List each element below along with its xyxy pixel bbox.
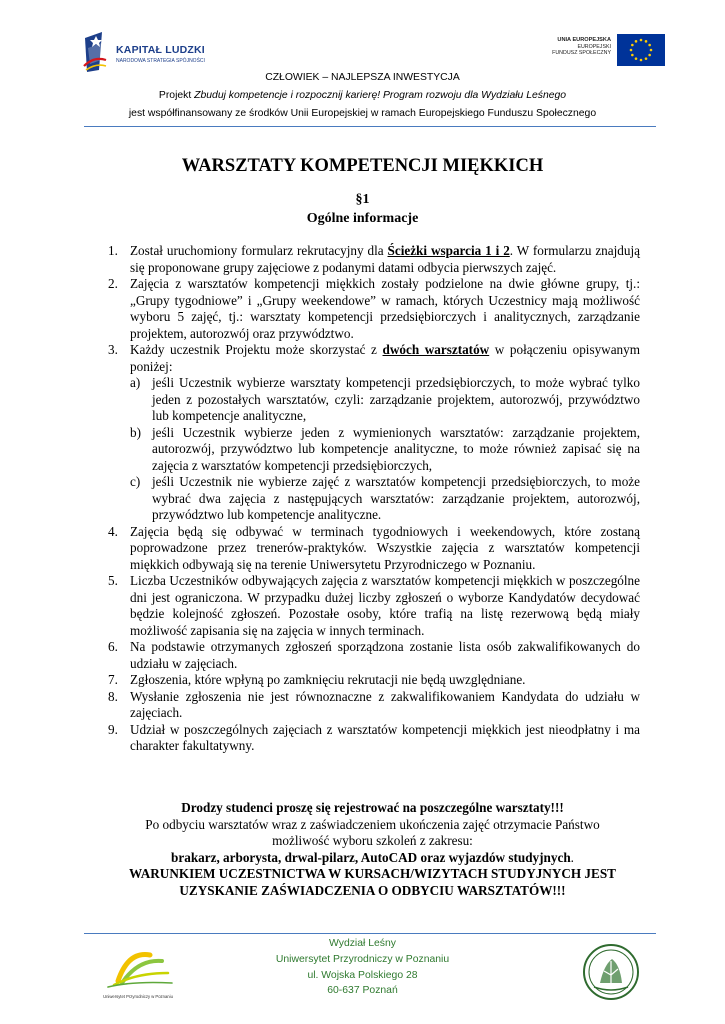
item-text: Wysłanie zgłoszenia nie jest równoznaczne z zakwalifikowaniem Kandydata do udziału w zajęciach. (130, 688, 640, 720)
sub-list (130, 375, 640, 524)
document-title: WARSZTATY KOMPETENCJI MIĘKKICH (181, 156, 544, 176)
footer-line2: Uniwersytet Przyrodniczy w Poznaniu (275, 953, 450, 965)
list-item (108, 243, 640, 276)
eu-star (640, 39, 643, 42)
item-number: 7. (108, 672, 118, 687)
sub-item-label: b) (130, 424, 141, 440)
list-item (108, 524, 640, 574)
list-item (108, 672, 640, 689)
item-text: Liczba Uczestników odbywających zajęcia z warsztatów kompetencji miękkich w poszczególne dni jest ograniczona. W przypadku dużej liczby zgłoszeń o wyborze Kandydatów decydować będzie kolejność zgłoszeń. Pozostałe osoby, które trafią na listę rezerwową będą miały możliwość zapisania się na zajęcia w innych terminach. (130, 573, 640, 638)
item-text: Udział w poszczególnych zajęciach z warsztatów kompetencji miękkich jest nieodpłatny i ma charakter fakultatywny. (130, 721, 640, 753)
kapital-ludzki-subtitle: NARODOWA STRATEGIA SPÓJNOŚCI (116, 58, 205, 64)
eu-star (640, 59, 643, 62)
item-number: 9. (108, 721, 118, 737)
eu-flag-icon (617, 34, 665, 66)
closing-trainings (100, 850, 645, 867)
list-item (108, 722, 640, 755)
footer-line1: Wydział Leśny (329, 938, 396, 949)
sub-list-item (130, 474, 640, 524)
closing-condition-line2: UZYSKANIE ZAŚWIADCZENIA O ODBYCIU WARSZTATÓW!!! (179, 882, 566, 898)
eu-star (635, 40, 638, 43)
eu-line1: UNIA EUROPEJSKA (557, 37, 611, 43)
university-logo-caption: Uniwersytet Przyrodniczy w Poznaniu (103, 994, 173, 999)
header-project (0, 90, 725, 101)
eu-star (650, 49, 653, 52)
eu-star (630, 49, 633, 52)
closing-block (100, 800, 645, 899)
eu-star (635, 57, 638, 60)
closing-call: Drodzy studenci proszę się rejestrować na poszczególne warsztaty!!! (181, 800, 564, 815)
eu-line2: EUROPEJSKI (577, 43, 611, 50)
eu-logo (540, 34, 665, 68)
item-text: Zajęcia z warsztatów kompetencji miękkich zostały podzielone na dwie główne grupy, tj.: „Grupy tygodniowe” i „Grupy weekendowe” w ramach, których Uczestnicy mają możliwość wyboru 5 zajęć, tj.: warsztaty kompetencji przedsiębiorczych i analitycznych, zarządzanie projektem, autorozwój oraz przywództwo. (130, 276, 640, 341)
list-item (108, 342, 640, 524)
footer-line4: 60-637 Poznań (327, 985, 398, 997)
header-project-prefix: Projekt (158, 90, 195, 101)
item-text: w połączeniu opisywanym poniżej: (130, 342, 641, 374)
header-motto: CZŁOWIEK – NAJLEPSZA INWESTYCJA (265, 72, 460, 83)
closing-info-line1: Po odbyciu warsztatów wraz z zaświadczeniem ukończenia zajęć otrzymacie Państwo (145, 816, 600, 832)
trainings-end: . (570, 849, 574, 865)
item-text: Został uruchomiony formularz rekrutacyjny dla (130, 243, 388, 258)
item-text: Na podstawie otrzymanych zgłoszeń sporządzona zostanie lista osób zakwalifikowanych do udziału w zajęciach. (130, 639, 640, 671)
list-item (108, 276, 640, 342)
eu-text (552, 37, 611, 57)
footer-divider (84, 933, 656, 934)
trainings-list: brakarz, arborysta, drwal-pilarz, AutoCAD oraz wyjazdów studyjnych (171, 849, 571, 865)
item-text: Zajęcia będą się odbywać w terminach tygodniowych i weekendowych, które zostaną poprowadzone przez trenerów-praktyków. Wszystkie zajęcia z warsztatów kompetencji miękkich odbywają się na terenie Uniwersytetu Przyrodniczego w Poznaniu. (130, 523, 640, 572)
item-text: Każdy uczestnik Projektu może skorzystać z (130, 342, 383, 357)
sub-list-item (130, 375, 640, 425)
header-funding: jest współfinansowany ze środków Unii Europejskiej w ramach Europejskiego Funduszu Społecznego (128, 108, 597, 119)
closing-info-line2: możliwość wyboru szkoleń z zakresu: (272, 833, 473, 848)
eu-line3: FUNDUSZ SPOŁECZNY (552, 50, 611, 57)
sub-item-text: jeśli Uczestnik wybierze jeden z wymienionych warsztatów: zarządzanie projektem, autorozwój, przywództwo lub kompetencje analityczne, to może również zapisać się na zajęcia z warsztatów kompetencji przedsiębiorczych, (152, 424, 640, 473)
paragraph-sign: §1 (355, 192, 370, 207)
eu-star (648, 44, 651, 47)
item-number: 5. (108, 573, 118, 588)
item-number: 1. (108, 243, 118, 258)
item-number: 4. (108, 523, 118, 539)
eu-star (631, 54, 634, 57)
footer-line3: ul. Wojska Polskiego 28 (307, 969, 418, 981)
sub-item-text: jeśli Uczestnik wybierze warsztaty kompetencji przedsiębiorczych, to może wybrać tylko jeden z pozostałych warsztatów, czyli: zarządzanie projektem, autorozwój, przywództwo lub kompetencje analityczne, (152, 375, 640, 423)
sub-item-label: a) (130, 375, 141, 390)
header-project-name: Zbuduj kompetencje i rozpocznij karierę! Program rozwoju dla Wydziału Leśnego (194, 90, 567, 101)
item-text: . W formularzu znajdują się proponowane grupy zajęciowe z podanymi datami odbycia pierwszych zajęć. (130, 243, 640, 275)
sub-item-label: c) (130, 474, 141, 489)
eu-star (631, 44, 634, 47)
rules-list (108, 243, 640, 755)
list-item (108, 639, 640, 672)
eu-star (648, 54, 651, 57)
item-number: 3. (108, 342, 118, 357)
eu-star (645, 57, 648, 60)
list-item (108, 689, 640, 722)
item-text: Zgłoszenia, które wpłyną po zamknięciu rekrutacji nie będą uwzględniane. (130, 672, 526, 687)
item-number: 6. (108, 639, 118, 654)
section-title: Ogólne informacje (306, 211, 419, 226)
item-emphasis: Ścieżki wsparcia 1 i 2 (387, 243, 510, 258)
item-number: 8. (108, 688, 118, 704)
header-divider (84, 126, 656, 127)
list-item (108, 573, 640, 639)
faculty-seal-icon (582, 943, 640, 1001)
sub-list-item (130, 425, 640, 475)
item-emphasis: dwóch warsztatów (382, 342, 490, 357)
sub-item-text: jeśli Uczestnik nie wybierze zajęć z warsztatów kompetencji przedsiębiorczych, to może wybrać dwa zajęcia z następujących warsztatów: zarządzanie projektem, autorozwój, przywództwo lub kompetencje analityczne. (152, 474, 640, 522)
eu-star (645, 40, 648, 43)
kapital-ludzki-logo-icon (82, 30, 108, 74)
kapital-ludzki-title: KAPITAŁ LUDZKI (116, 44, 205, 56)
closing-condition-line1: WARUNKIEM UCZESTNICTWA W KURSACH/WIZYTACH STUDYJNYCH JEST (129, 866, 616, 881)
item-number: 2. (108, 276, 118, 291)
